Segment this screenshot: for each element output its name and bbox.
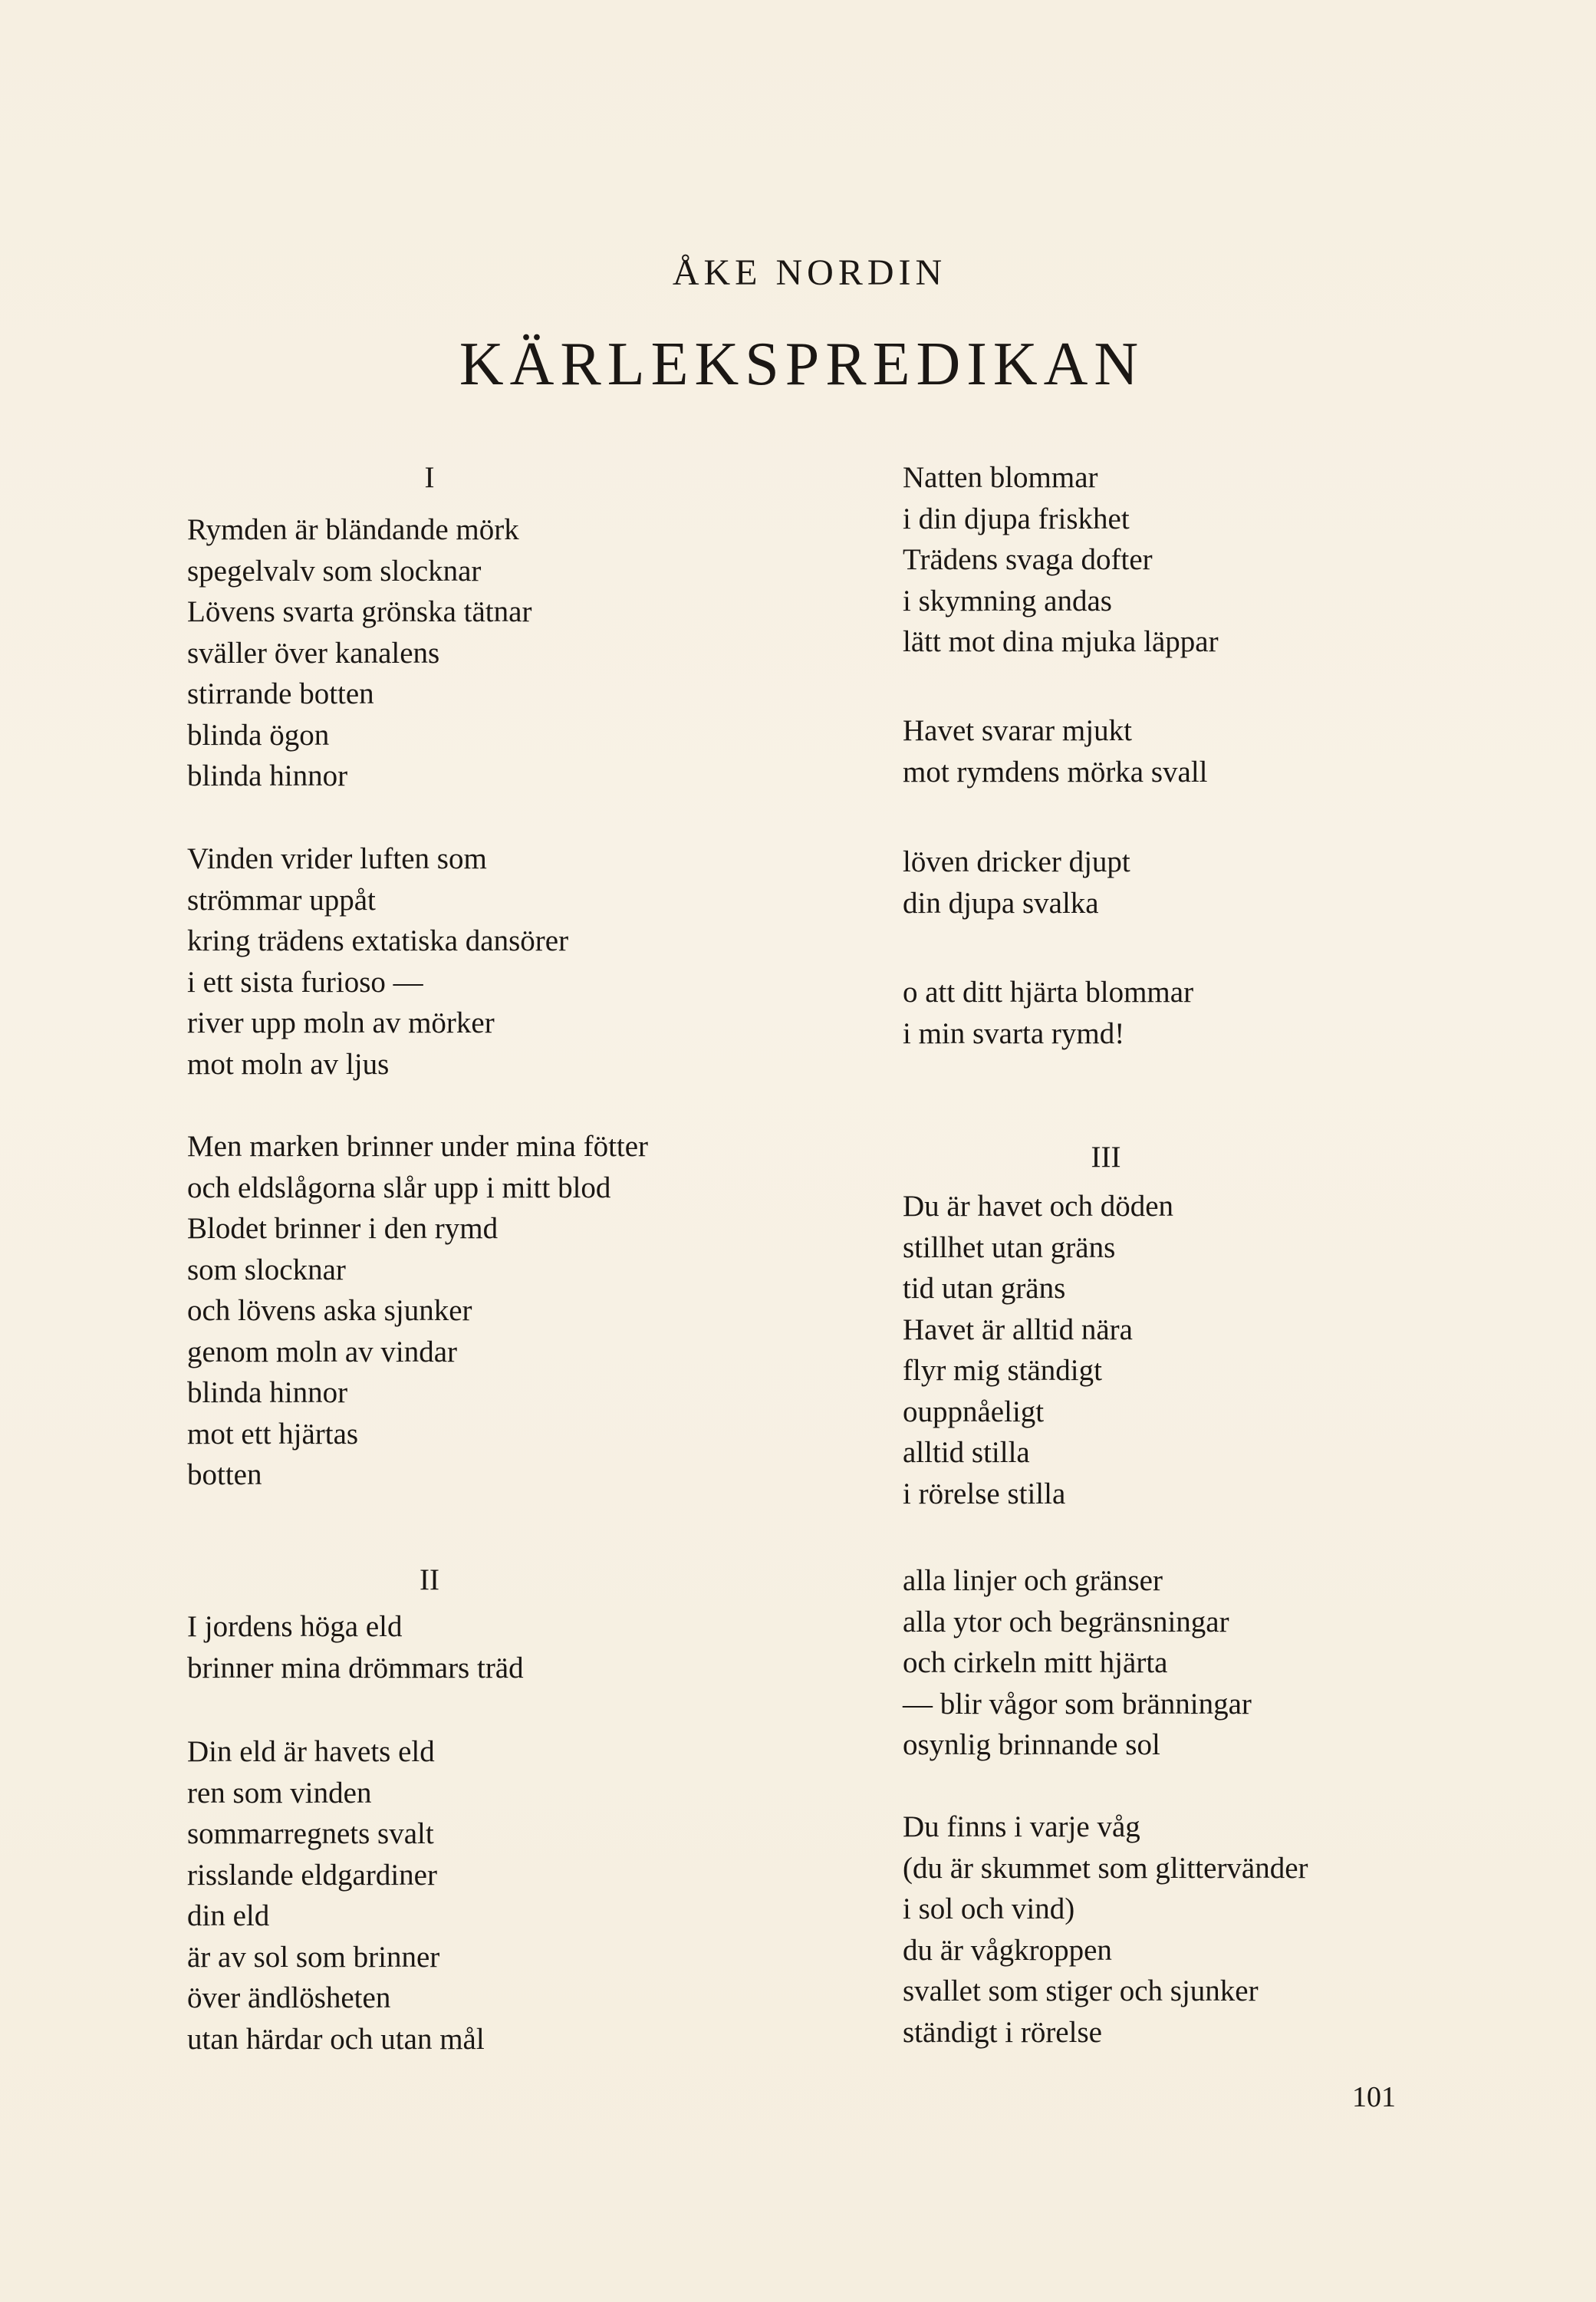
poem-line: (du är skummet som glittervänder xyxy=(903,1851,1308,1885)
stanza xyxy=(903,710,1532,792)
poem-line: o att ditt hjärta blommar xyxy=(903,976,1194,1009)
poem-line: tid utan gräns xyxy=(903,1272,1066,1305)
poem-line: brinner mina drömmars träd xyxy=(187,1651,524,1685)
poem-line: i din djupa friskhet xyxy=(903,502,1130,535)
poem-line: din eld xyxy=(187,1899,270,1932)
poem-line: och lövens aska sjunker xyxy=(187,1294,472,1327)
poem-line: strömmar uppåt xyxy=(187,883,376,917)
poem-line: ständigt i rörelse xyxy=(903,2015,1102,2049)
poem-line: Natten blommar xyxy=(903,461,1098,494)
stanza xyxy=(187,1731,801,2060)
poem-line: över ändlösheten xyxy=(187,1981,391,2014)
poem-line: blinda ögon xyxy=(187,718,330,752)
poem-line: ouppnåeligt xyxy=(903,1395,1045,1428)
poem-line: sväller över kanalens xyxy=(187,636,440,670)
poem-title: KÄRLEKSPREDIKAN xyxy=(459,331,1145,398)
poem-line: risslande eldgardiner xyxy=(187,1858,437,1892)
poem-line: Du är havet och döden xyxy=(903,1190,1174,1223)
poem-line: i rörelse stilla xyxy=(903,1477,1066,1510)
poem-line: osynlig brinnande sol xyxy=(903,1728,1160,1761)
poem-line: genom moln av vindar xyxy=(187,1335,458,1368)
poem-line: Havet svarar mjukt xyxy=(903,714,1132,747)
poem-line: flyr mig ständigt xyxy=(903,1354,1102,1387)
poem-line: Blodet brinner i den rymd xyxy=(187,1212,499,1245)
poem-line: lätt mot dina mjuka läppar xyxy=(903,625,1219,658)
stanza xyxy=(903,841,1532,924)
stanza xyxy=(187,838,801,1085)
stanza xyxy=(903,457,1532,663)
page-number: 101 xyxy=(1352,2081,1396,2113)
poem-line: blinda hinnor xyxy=(187,759,348,792)
poem-line: sommarregnets svalt xyxy=(187,1817,434,1850)
poem-line: spegelvalv som slocknar xyxy=(187,554,482,588)
stanza xyxy=(903,1186,1532,1514)
poem-line: Men marken brinner under mina fötter xyxy=(187,1130,649,1163)
poem-line: i min svarta rymd! xyxy=(903,1016,1125,1050)
poem-line: är av sol som brinner xyxy=(187,1940,440,1974)
section-heading-2: II xyxy=(420,1563,439,1596)
poem-line: och eldslågorna slår upp i mitt blod xyxy=(187,1171,611,1204)
poem-line: mot ett hjärtas xyxy=(187,1417,359,1451)
poem-line: utan härdar och utan mål xyxy=(187,2022,485,2056)
poem-line: mot moln av ljus xyxy=(187,1047,390,1081)
poem-line: Rymden är bländande mörk xyxy=(187,513,519,546)
poem-line: blinda hinnor xyxy=(187,1376,348,1409)
poem-line: Du finns i varje våg xyxy=(903,1810,1140,1843)
poem-line: river upp moln av mörker xyxy=(187,1006,495,1039)
poem-line: du är vågkroppen xyxy=(903,1933,1112,1967)
poem-line: Lövens svarta grönska tätnar xyxy=(187,595,532,628)
poem-line: som slocknar xyxy=(187,1253,346,1286)
stanza xyxy=(903,1560,1532,1766)
poem-line: Trädens svaga dofter xyxy=(903,543,1153,576)
poem-line: — blir vågor som bränningar xyxy=(903,1687,1252,1721)
poem-line: din djupa svalka xyxy=(903,886,1099,920)
poem-line: i sol och vind) xyxy=(903,1892,1075,1925)
poem-line: ren som vinden xyxy=(187,1776,372,1810)
poem-line: stillhet utan gräns xyxy=(903,1230,1116,1264)
stanza xyxy=(187,509,801,797)
poem-line: Din eld är havets eld xyxy=(187,1735,435,1768)
poem-line: botten xyxy=(187,1458,262,1491)
section-heading-3: III xyxy=(1091,1141,1121,1174)
author-name: ÅKE NORDIN xyxy=(672,252,947,293)
poem-line: och cirkeln mitt hjärta xyxy=(903,1646,1168,1679)
poem-line: mot rymdens mörka svall xyxy=(903,755,1208,789)
stanza xyxy=(903,1806,1532,2053)
poem-line: Vinden vrider luften som xyxy=(187,842,487,875)
poem-line: Havet är alltid nära xyxy=(903,1312,1133,1346)
poem-line: i skymning andas xyxy=(903,584,1112,617)
poem-line: alltid stilla xyxy=(903,1436,1030,1469)
poem-line: alla linjer och gränser xyxy=(903,1564,1163,1597)
poem-line: stirrande botten xyxy=(187,677,374,710)
stanza xyxy=(187,1606,801,1688)
poem-line: löven dricker djupt xyxy=(903,845,1130,878)
stanza xyxy=(903,972,1532,1054)
stanza xyxy=(187,1126,801,1496)
poem-line: I jordens höga eld xyxy=(187,1610,403,1643)
poem-line: kring trädens extatiska dansörer xyxy=(187,924,569,957)
poem-line: alla ytor och begränsningar xyxy=(903,1605,1229,1638)
poem-line: i ett sista furioso — xyxy=(187,965,423,999)
section-heading-1: I xyxy=(424,461,435,494)
poem-line: svallet som stiger och sjunker xyxy=(903,1974,1259,2007)
